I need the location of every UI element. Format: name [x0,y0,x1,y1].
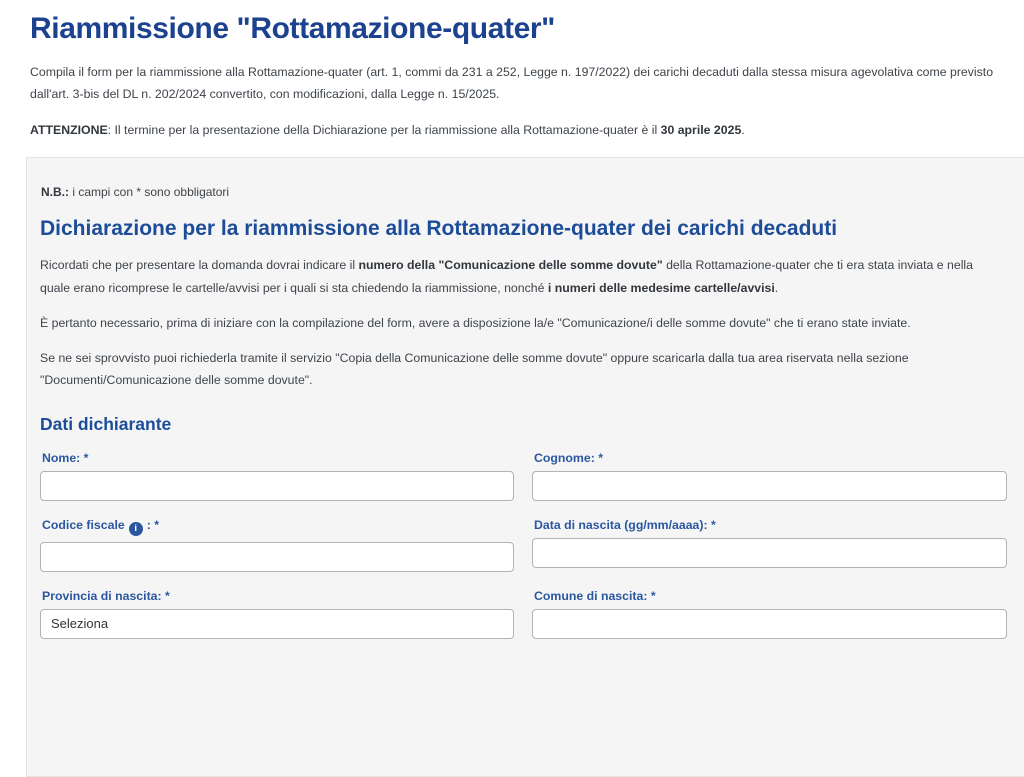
info-icon-glyph: i [134,523,138,535]
note-text: i campi con * sono obbligatori [69,185,230,200]
field-codice-fiscale [40,518,514,572]
field-cognome [532,451,1007,501]
nome-input[interactable] [40,471,514,501]
declaration-heading: Dichiarazione per la riammissione alla Rottamazione-quater dei carichi decaduti [40,217,838,241]
instructions-1-bold1: numero della "Comunicazione delle somme dovute" [358,258,663,273]
attention-suffix: . [741,122,745,137]
intro-paragraph: Compila il form per la riammissione alla Rottamazione-quater (art. 1, commi da 231 a 252, Legge n. 197/2022) dei carichi decaduti dalla stessa misura agevolativa come previsto dall'art. 3-bis del DL n. 202/2024 convertito, con modificazioni, dalla Legge n. 15/2025. [30,65,994,101]
info-icon[interactable] [129,522,143,536]
codice-fiscale-label [42,518,514,536]
instructions-1-part2: della Rottamazione-quater che ti era stata inviata e nella quale erano ricomprese le cartelle/avvisi per i quali si sta chiedendo la riammissione, nonché [40,258,973,295]
attention-deadline: 30 aprile 2025 [660,122,742,137]
instructions-paragraph-1 [40,254,995,298]
cognome-input[interactable] [532,471,1007,501]
provincia-nascita-label: Provincia di nascita: * [42,588,170,603]
instructions-1-part1: Ricordati che per presentare la domanda dovrai indicare il [40,258,359,273]
attention-text: : Il termine per la presentazione della Dichiarazione per la riammissione alla Rottamazione-quater è il [107,122,661,137]
data-nascita-label: Data di nascita (gg/mm/aaaa): * [534,518,716,533]
page [0,12,1024,777]
attention-paragraph [30,121,994,141]
field-provincia-nascita [40,589,514,639]
provincia-nascita-select[interactable] [40,609,514,639]
field-comune-nascita [532,589,1007,639]
codice-fiscale-label-required: : * [146,518,160,533]
dati-dichiarante-heading: Dati dichiarante [40,414,172,435]
nome-label: Nome: * [42,451,89,466]
field-nome [40,451,514,501]
required-fields-note [41,185,1006,199]
dati-dichiarante-form [40,451,1006,639]
comune-nascita-label: Comune di nascita: * [534,588,656,603]
attention-label: ATTENZIONE [30,122,108,137]
declaration-panel [26,157,1024,777]
cognome-label: Cognome: * [534,451,603,466]
provincia-nascita-selected-value: Seleziona [51,616,109,632]
page-title: Riammissione "Rottamazione-quater" [30,12,555,45]
instructions-paragraph-2: È pertanto necessario, prima di iniziare con la compilazione del form, avere a disposizione la/e "Comunicazione/i delle somme dovute" che ti erano state inviate. [40,315,911,330]
field-data-nascita [532,518,1007,572]
codice-fiscale-input[interactable] [40,542,514,572]
comune-nascita-input[interactable] [532,609,1007,639]
data-nascita-input[interactable] [532,538,1007,568]
note-label: N.B.: [41,185,69,200]
instructions-paragraph-3: Se ne sei sprovvisto puoi richiederla tramite il servizio "Copia della Comunicazione delle somme dovute" oppure scaricarla dalla tua area riservata nella sezione "Documenti/Comunicazione delle somme dovute". [40,350,909,387]
instructions-1-part3: . [774,280,779,295]
instructions-1-bold2: i numeri delle medesime cartelle/avvisi [547,280,775,295]
codice-fiscale-label-text: Codice fiscale [42,518,125,533]
